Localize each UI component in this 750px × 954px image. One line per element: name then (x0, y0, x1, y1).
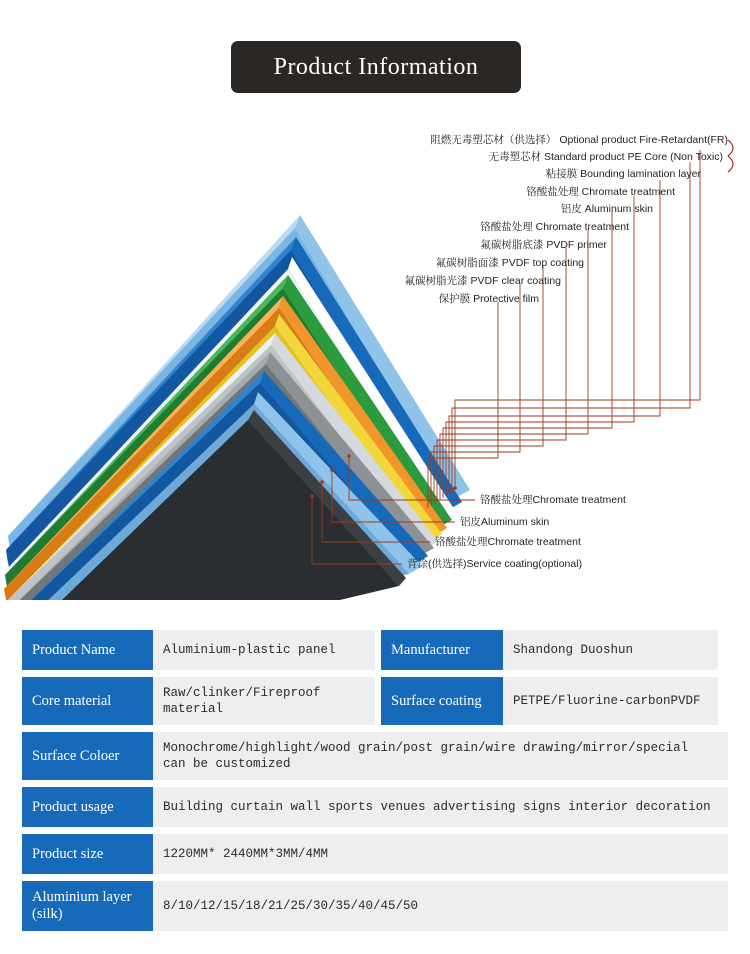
spec-value-surface-color: Monochrome/highlight/wood grain/post grain/wire drawing/mirror/special can be customized (153, 732, 728, 780)
callout-label-chromate-2: 铬酸盐处理 Chromate treatment (480, 221, 629, 233)
callout-label-aluminum-skin-bottom: 铝皮Aluminum skin (460, 516, 550, 528)
page-title-banner (231, 41, 521, 93)
callout-label-pe-core: 无毒塑芯材 Standard product PE Core (Non Toxic) (488, 151, 723, 163)
table-row (22, 677, 728, 725)
callout-label-pvdf-clear-coating: 氟碳树脂光漆 PVDF clear coating (404, 275, 561, 287)
spec-label-surface-color: Surface Coloer (22, 732, 153, 780)
table-row (22, 787, 728, 827)
spec-value-product-name: Aluminium-plastic panel (153, 630, 375, 670)
table-row (22, 881, 728, 931)
spec-value-product-usage: Building curtain wall sports venues advertising signs interior decoration (153, 787, 728, 827)
spec-label-core-material: Core material (22, 677, 153, 725)
callout-label-protective-film: 保护膜 Protective film (438, 293, 539, 305)
callout-label-chromate-4: 铬酸盐处理Chromate treatment (435, 536, 581, 548)
callout-label-bounding-layer: 粘接膜 Bounding lamination layer (545, 168, 701, 180)
callout-label-service-coating: 背涂(供选择)Service coating(optional) (407, 558, 583, 570)
spec-value-manufacturer: Shandong Duoshun (503, 630, 718, 670)
callout-label-pvdf-primer: 氟碳树脂底漆 PVDF primer (480, 239, 607, 251)
callout-label-chromate-1: 铬酸盐处理 Chromate treatment (526, 186, 675, 198)
page-title: Product Information (273, 53, 479, 80)
table-row (22, 630, 728, 670)
callout-label-fr-core: 阻燃无毒塑芯材（供选择） Optional product Fire-Retardant(FR) (430, 134, 728, 146)
spec-label-manufacturer: Manufacturer (381, 630, 503, 670)
spec-label-aluminium-layer: Aluminium layer (silk) (22, 881, 153, 931)
spec-value-product-size: 1220MM* 2440MM*3MM/4MM (153, 834, 728, 874)
callout-label-pvdf-top-coating: 氟碳树脂面漆 PVDF top coating (435, 257, 584, 269)
callout-label-aluminum-skin-top: 铝皮 Aluminum skin (560, 203, 653, 215)
spec-value-surface-coating: PETPE/Fluorine-carbonPVDF (503, 677, 718, 725)
panel-structure-diagram (0, 100, 750, 600)
table-row (22, 834, 728, 874)
table-row (22, 732, 728, 780)
spec-label-product-usage: Product usage (22, 787, 153, 827)
spec-label-surface-coating: Surface coating (381, 677, 503, 725)
spec-label-product-size: Product size (22, 834, 153, 874)
spec-label-product-name: Product Name (22, 630, 153, 670)
callout-label-chromate-3: 铬酸盐处理Chromate treatment (480, 494, 626, 506)
product-spec-table (22, 630, 728, 938)
spec-value-aluminium-layer: 8/10/12/15/18/21/25/30/35/40/45/50 (153, 881, 728, 931)
spec-value-core-material: Raw/clinker/Fireproof material (153, 677, 375, 725)
